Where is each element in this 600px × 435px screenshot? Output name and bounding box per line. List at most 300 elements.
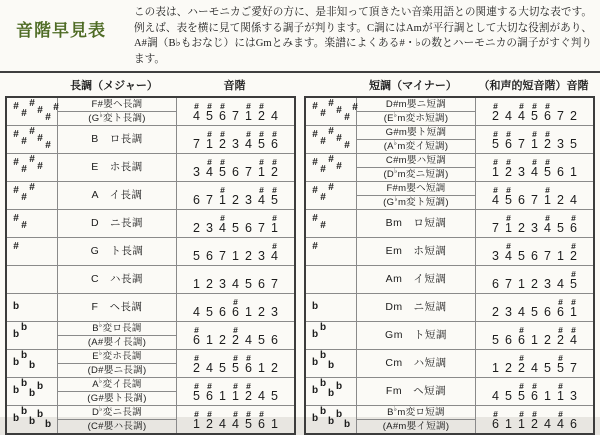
scale-digit: 1 (271, 416, 278, 431)
sharp-glyph: # (493, 184, 498, 195)
scale-digit: 1 (544, 388, 551, 403)
scale-digit: 7 (492, 220, 499, 235)
scale-note (217, 130, 229, 151)
scale-digit: 4 (206, 164, 213, 179)
key-signature-cell (6, 349, 58, 377)
flat-glyph: b (311, 385, 319, 397)
scale-digit: 6 (557, 304, 564, 319)
scale-notes (177, 322, 294, 349)
sharp-glyph: # (207, 380, 212, 391)
sharp-glyph: # (506, 240, 511, 251)
scale-digit: 7 (544, 248, 551, 263)
scale-digit: 1 (193, 416, 200, 431)
scale-note (516, 102, 528, 123)
scale-digit: 6 (492, 416, 499, 431)
sharp-glyph: # (272, 128, 277, 139)
scale-digit: 6 (271, 332, 278, 347)
scale-note (490, 242, 502, 263)
scale-notes (177, 406, 294, 433)
table-row (305, 377, 594, 405)
key-name-secondary: (G♭変ト長調) (88, 111, 146, 124)
scale-digit: 7 (271, 276, 278, 291)
scale-note (269, 326, 281, 347)
minor-key-header: 短調（マイナー） (369, 80, 457, 93)
scale-digit: 3 (505, 304, 512, 319)
scale-note (230, 354, 242, 375)
major-column-headers (5, 75, 296, 96)
scale-digit: 1 (219, 192, 226, 207)
table-row (6, 181, 295, 209)
scale-note (542, 326, 554, 347)
scale-note (516, 130, 528, 151)
sharp-glyph: # (29, 154, 35, 166)
scale-note (230, 242, 242, 263)
scale-digit: 5 (193, 248, 200, 263)
scale-note (204, 242, 216, 263)
scale-digit: 5 (258, 136, 265, 151)
sharp-glyph: # (558, 380, 563, 391)
key-name-cell (58, 209, 177, 237)
key-name-cell (58, 405, 177, 434)
key-name-double (58, 378, 176, 405)
scale-digit: 1 (505, 220, 512, 235)
scale-note (529, 130, 541, 151)
sharp-glyph: # (519, 380, 524, 391)
sharp-glyph: # (506, 212, 511, 223)
key-name-primary: A♭変イ長調 (58, 378, 176, 392)
table-row (6, 97, 295, 126)
key-signature-cell (305, 153, 357, 181)
scale-note (529, 270, 541, 291)
key-signature-cell (305, 237, 357, 265)
key-name-double (58, 98, 176, 125)
scale-digit: 3 (544, 276, 551, 291)
scale-digit: 7 (232, 108, 239, 123)
sharp-glyph: # (545, 184, 550, 195)
scale-cell (476, 153, 595, 181)
key-name-cell (357, 321, 476, 349)
scale-note (191, 298, 203, 319)
scale-digit: 5 (271, 192, 278, 207)
scale-note (204, 410, 216, 431)
sharp-glyph: # (312, 185, 318, 197)
scale-note (230, 102, 242, 123)
scale-note (542, 354, 554, 375)
sharp-glyph: # (207, 408, 212, 419)
scale-note (256, 158, 268, 179)
scale-note (243, 242, 255, 263)
scale-cell (177, 209, 296, 237)
flat-signature-icon (7, 406, 57, 432)
scale-note (230, 270, 242, 291)
scale-digit: 5 (505, 192, 512, 207)
sharp-glyph: # (220, 184, 225, 195)
scale-digit: 2 (492, 108, 499, 123)
scale-note (568, 382, 580, 403)
sharp-glyph: # (272, 240, 277, 251)
scale-digit: 3 (193, 164, 200, 179)
table-row (6, 237, 295, 265)
flat-signature-icon (7, 294, 57, 320)
scale-digit: 6 (245, 360, 252, 375)
scale-digit: 2 (505, 164, 512, 179)
scale-digit: 3 (258, 248, 265, 263)
scale-note (204, 186, 216, 207)
scale-digit: 4 (557, 276, 564, 291)
flat-glyph: b (335, 381, 343, 393)
scale-digit: 6 (206, 248, 213, 263)
table-row (6, 293, 295, 321)
scale-digit: 3 (245, 192, 252, 207)
key-name-primary: D ニ長調 (90, 216, 144, 229)
scale-note (555, 214, 567, 235)
scale-digit: 6 (505, 136, 512, 151)
scale-note (256, 130, 268, 151)
scale-digit: 2 (271, 164, 278, 179)
scale-notes (177, 182, 294, 209)
scale-note (230, 130, 242, 151)
scale-note (503, 354, 515, 375)
scale-note (230, 214, 242, 235)
key-name-cell (357, 405, 476, 434)
scale-digit: 4 (219, 416, 226, 431)
key-name-cell (58, 97, 177, 126)
scale-cell (177, 349, 296, 377)
scale-note (529, 158, 541, 179)
scale-note (217, 382, 229, 403)
flat-signature-icon (306, 322, 356, 348)
key-signature-cell (6, 153, 58, 181)
scale-cell (177, 181, 296, 209)
scale-note (217, 354, 229, 375)
scale-note (256, 102, 268, 123)
scale-note (503, 382, 515, 403)
key-name-primary: A イ長調 (91, 188, 143, 201)
scale-cell (476, 125, 595, 153)
scale-digit: 4 (232, 276, 239, 291)
sharp-glyph: # (506, 128, 511, 139)
scale-notes (476, 350, 593, 377)
key-name-cell (357, 181, 476, 209)
flat-glyph: b (12, 413, 20, 425)
sharp-glyph: # (545, 100, 550, 111)
scale-digit: 4 (505, 108, 512, 123)
scale-digit: 4 (544, 416, 551, 431)
sharp-glyph: # (558, 408, 563, 419)
scale-note (555, 298, 567, 319)
scale-digit: 1 (531, 332, 538, 347)
scale-note (243, 354, 255, 375)
scale-digit: 4 (492, 388, 499, 403)
scale-digit: 4 (492, 192, 499, 207)
key-name-cell (357, 209, 476, 237)
header (0, 0, 600, 73)
scale-digit: 3 (232, 136, 239, 151)
scale-note (204, 214, 216, 235)
scale-note (269, 130, 281, 151)
key-name-double (357, 406, 475, 433)
scale-note (256, 270, 268, 291)
scale-digit: 4 (245, 332, 252, 347)
major-table-body (6, 97, 295, 434)
sharp-glyph: # (344, 112, 350, 124)
scale-digit: 7 (193, 136, 200, 151)
sharp-glyph: # (506, 156, 511, 167)
scale-digit: 1 (544, 192, 551, 207)
scale-digit: 5 (531, 108, 538, 123)
key-signature-cell (305, 181, 357, 209)
scale-note (516, 326, 528, 347)
scale-digit: 4 (505, 248, 512, 263)
scale-note (555, 354, 567, 375)
flat-glyph: ♭ (99, 405, 103, 413)
sharp-glyph: # (29, 126, 35, 138)
key-name-primary: Cm ハ短調 (385, 356, 447, 369)
key-name-primary: F#m嬰ヘ短調 (357, 182, 475, 196)
scale-note (542, 158, 554, 179)
scale-digit: 3 (557, 136, 564, 151)
scale-digit: 4 (193, 304, 200, 319)
scale-digit: 6 (245, 220, 252, 235)
key-signature-cell (305, 377, 357, 405)
scale-note (230, 158, 242, 179)
sharp-glyph: # (233, 324, 238, 335)
scale-note (568, 242, 580, 263)
table-row (6, 125, 295, 153)
key-name-primary: Fm ヘ短調 (385, 384, 447, 397)
key-name-cell (58, 237, 177, 265)
scale-cell (177, 153, 296, 181)
scale-note (269, 298, 281, 319)
scale-note (516, 382, 528, 403)
key-name-primary: Bm ロ短調 (385, 216, 447, 229)
scale-digit: 1 (232, 248, 239, 263)
scale-notes (177, 210, 294, 237)
key-name-primary: E♭変ホ長調 (58, 350, 176, 364)
scale-digit: 4 (271, 108, 278, 123)
scale-notes (476, 126, 593, 153)
scale-digit: 2 (232, 192, 239, 207)
sharp-glyph: # (233, 296, 238, 307)
scale-digit: 7 (518, 136, 525, 151)
sharp-glyph: # (493, 100, 498, 111)
scale-notes (476, 238, 593, 265)
scale-note (529, 102, 541, 123)
scale-digit: 4 (518, 108, 525, 123)
scale-digit: 6 (531, 388, 538, 403)
key-name-cell (357, 153, 476, 181)
scale-digit: 6 (570, 220, 577, 235)
scale-note (490, 158, 502, 179)
scale-digit: 3 (492, 248, 499, 263)
major-table (5, 96, 296, 435)
table-row (6, 209, 295, 237)
key-signature-cell (305, 321, 357, 349)
flat-signature-icon (7, 322, 57, 348)
scale-note (568, 186, 580, 207)
sharp-glyph: # (13, 213, 19, 225)
scale-digit: 4 (232, 416, 239, 431)
sharp-glyph: # (207, 128, 212, 139)
scale-note (256, 298, 268, 319)
flat-glyph: b (20, 350, 28, 362)
sharp-signature-icon (7, 210, 57, 236)
scale-notes (177, 126, 294, 153)
scale-notes (476, 210, 593, 237)
scale-note (503, 214, 515, 235)
scale-digit: 1 (518, 276, 525, 291)
scale-digit: 1 (492, 164, 499, 179)
key-name-primary: B ロ長調 (91, 132, 143, 145)
scale-digit: 4 (245, 136, 252, 151)
sharp-signature-icon (7, 238, 57, 264)
scale-digit: 1 (557, 248, 564, 263)
sharp-glyph: # (207, 156, 212, 167)
sharp-glyph: # (558, 296, 563, 307)
sharp-glyph: # (21, 164, 27, 176)
scale-notes (177, 378, 294, 405)
scale-cell (177, 97, 296, 126)
scale-digit: 6 (518, 192, 525, 207)
scale-note (191, 270, 203, 291)
scale-digit: 5 (232, 360, 239, 375)
scale-note (568, 354, 580, 375)
scale-note (191, 186, 203, 207)
scale-note (204, 382, 216, 403)
scale-note (217, 186, 229, 207)
scale-digit: 1 (531, 136, 538, 151)
table-row (6, 265, 295, 293)
flat-glyph: b (311, 329, 319, 341)
scale-note (516, 242, 528, 263)
key-name-primary: F ヘ長調 (91, 300, 143, 313)
table-row (305, 181, 594, 209)
scale-digit: 5 (206, 304, 213, 319)
minor-table-section (304, 75, 595, 435)
scale-digit: 2 (557, 332, 564, 347)
scale-note (269, 186, 281, 207)
scale-note (555, 382, 567, 403)
scale-note (269, 382, 281, 403)
flat-signature-icon (306, 350, 356, 376)
scale-note (503, 298, 515, 319)
key-name-primary: B♭変ロ長調 (58, 322, 176, 336)
scale-digit: 4 (570, 332, 577, 347)
scale-digit: 1 (492, 360, 499, 375)
table-row (305, 349, 594, 377)
scale-digit: 2 (518, 220, 525, 235)
scale-note (529, 354, 541, 375)
key-name-primary: F#嬰ヘ長調 (58, 98, 176, 112)
scale-note (542, 186, 554, 207)
key-name-cell (357, 377, 476, 405)
sharp-glyph: # (312, 213, 318, 225)
sharp-signature-icon (306, 98, 356, 124)
tables-area (0, 73, 600, 435)
major-table-section (5, 75, 296, 435)
scale-note (503, 102, 515, 123)
scale-note (230, 410, 242, 431)
scale-digit: 6 (258, 276, 265, 291)
scale-note (191, 354, 203, 375)
scale-note (503, 130, 515, 151)
scale-note (529, 214, 541, 235)
key-name-double (357, 154, 475, 181)
sharp-glyph: # (13, 157, 19, 169)
scale-note (490, 186, 502, 207)
scale-note (256, 214, 268, 235)
flat-glyph: b (20, 406, 28, 418)
sharp-glyph: # (13, 101, 19, 113)
scale-notes (476, 182, 593, 209)
sharp-glyph: # (532, 408, 537, 419)
sharp-signature-icon (7, 182, 57, 208)
scale-note (542, 410, 554, 431)
scale-digit: 1 (271, 220, 278, 235)
scale-digit: 3 (531, 220, 538, 235)
scale-note (217, 410, 229, 431)
scale-note (529, 186, 541, 207)
scale-note (516, 270, 528, 291)
scale-note (490, 102, 502, 123)
key-signature-cell (6, 293, 58, 321)
sharp-glyph: # (220, 156, 225, 167)
scale-note (555, 186, 567, 207)
scale-note (243, 382, 255, 403)
key-name-cell (58, 153, 177, 181)
flat-glyph: ♭ (394, 195, 398, 203)
scale-note (516, 354, 528, 375)
key-name-secondary: (D#嬰ニ長調) (87, 364, 147, 376)
sharp-glyph: # (53, 102, 59, 114)
table-row (6, 321, 295, 349)
scale-note (529, 326, 541, 347)
scale-note (256, 382, 268, 403)
scale-note (516, 214, 528, 235)
scale-digit: 2 (544, 136, 551, 151)
scale-digit: 5 (570, 276, 577, 291)
scale-digit: 2 (232, 332, 239, 347)
scale-digit: 4 (271, 248, 278, 263)
scale-cell (476, 349, 595, 377)
scale-digit: 6 (505, 332, 512, 347)
scale-notes (177, 98, 294, 125)
flat-glyph: b (12, 357, 20, 369)
scale-cell (177, 265, 296, 293)
scale-note (217, 298, 229, 319)
flat-glyph: ♭ (393, 405, 398, 413)
key-name-secondary: (G♭m変ト短調) (383, 195, 449, 208)
scale-digit: 6 (193, 192, 200, 207)
scale-cell (177, 125, 296, 153)
key-name-secondary: (C#嬰ハ長調) (87, 420, 147, 432)
flat-signature-icon (306, 378, 356, 404)
sharp-glyph: # (532, 156, 537, 167)
sharp-signature-icon (306, 182, 356, 208)
sharp-glyph: # (571, 324, 576, 335)
scale-digit: 6 (271, 136, 278, 151)
flat-glyph: b (12, 385, 20, 397)
sharp-glyph: # (545, 156, 550, 167)
scale-digit: 1 (245, 304, 252, 319)
scale-digit: 6 (544, 304, 551, 319)
scale-note (542, 382, 554, 403)
scale-digit: 3 (219, 276, 226, 291)
scale-note (568, 326, 580, 347)
key-name-double (357, 126, 475, 153)
scale-digit: 5 (219, 164, 226, 179)
sharp-glyph: # (344, 140, 350, 152)
